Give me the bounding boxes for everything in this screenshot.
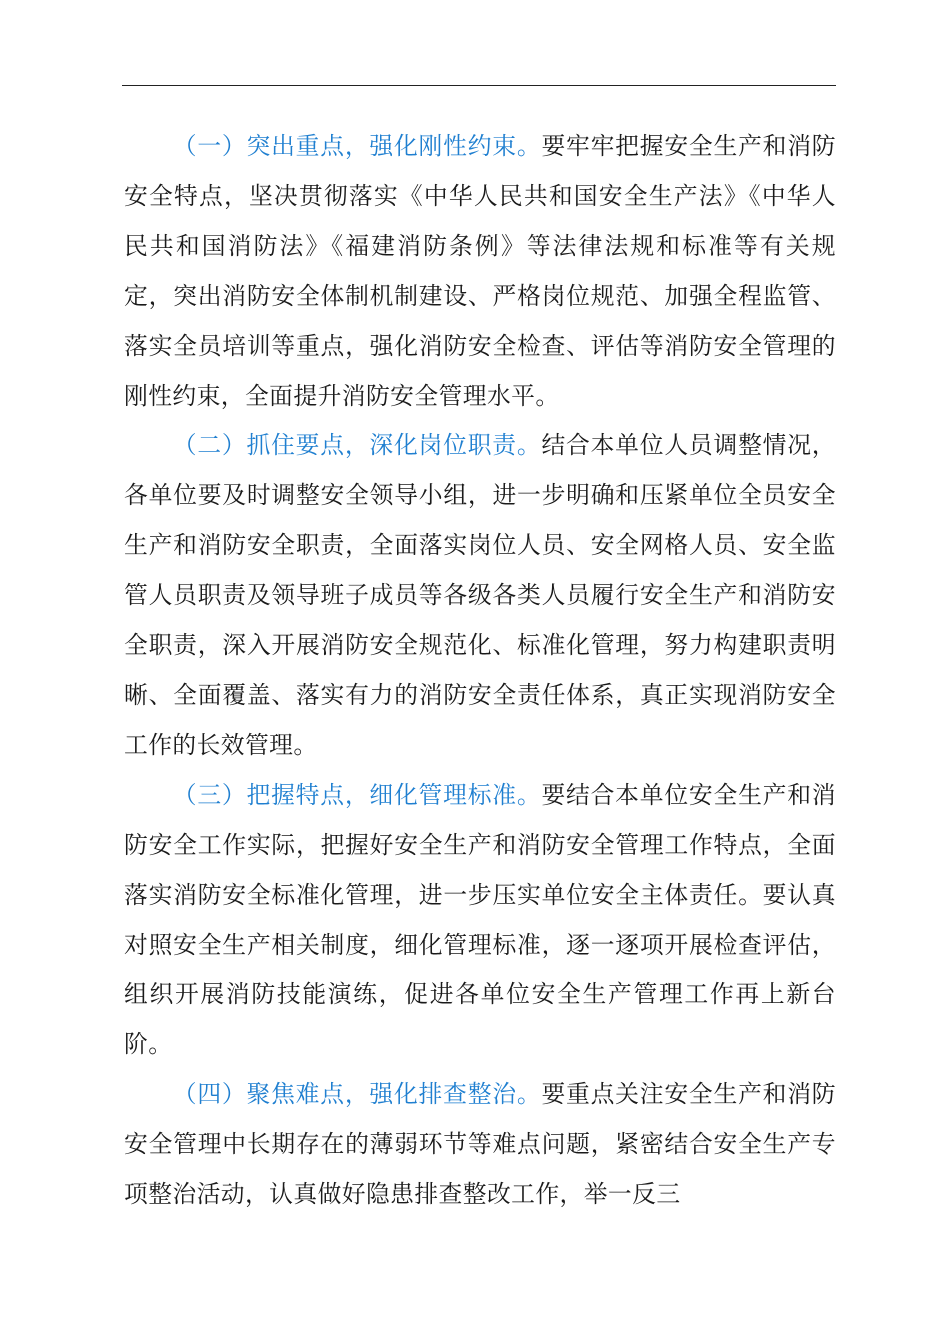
paragraph-1-heading: （一）突出重点，强化刚性约束。: [172, 132, 542, 160]
paragraph-2-heading: （二）抓住要点，深化岗位职责。: [172, 431, 542, 460]
paragraph-2-body: 结合本单位人员调整情况，各单位要及时调整安全领导小组，进一步明确和压紧单位全员安全生产和消防安全职责，全面落实岗位人员、安全网格人员、安全监管人员职责及领导班子成员等各级各类人员履行安全生产和消防安全职责，深入开展消防安全规范化、标准化管理，努力构建职责明晰、全面覆盖、落实有力的消防安全责任体系，真正实现消防安全工作的长效管理。: [124, 431, 836, 759]
paragraph-3-body: 要结合本单位安全生产和消防安全工作实际，把握好安全生产和消防安全管理工作特点，全面落实消防安全标准化管理，进一步压实单位安全主体责任。要认真对照安全生产相关制度，细化管理标准，逐一逐项开展检查评估，组织开展消防技能演练，促进各单位安全生产管理工作再上新台阶。: [124, 780, 836, 1059]
paragraph-3: [124, 771, 836, 1070]
header-rule: [122, 85, 836, 86]
paragraph-1-body: 要牢牢把握安全生产和消防安全特点，坚决贯彻落实《中华人民共和国安全生产法》《中华人民共和国消防法》《福建消防条例》等法律法规和标准等有关规定，突出消防安全体制机制建设、严格岗位规范、加强全程监管、落实全员培训等重点，强化消防安全检查、评估等消防安全管理的刚性约束，全面提升消防安全管理水平。: [124, 132, 836, 410]
paragraph-4-heading: （四）聚焦难点，强化排查整治。: [172, 1080, 542, 1109]
document-body: [124, 122, 836, 1220]
paragraph-1: [124, 122, 836, 421]
paragraph-3-heading: （三）把握特点，细化管理标准。: [172, 780, 542, 809]
paragraph-4: [124, 1070, 836, 1220]
paragraph-2: [124, 421, 836, 770]
paragraph-4-body: 要重点关注安全生产和消防安全管理中长期存在的薄弱环节等难点问题，紧密结合安全生产专项整治活动，认真做好隐患排查整改工作，举一反三: [124, 1080, 836, 1209]
